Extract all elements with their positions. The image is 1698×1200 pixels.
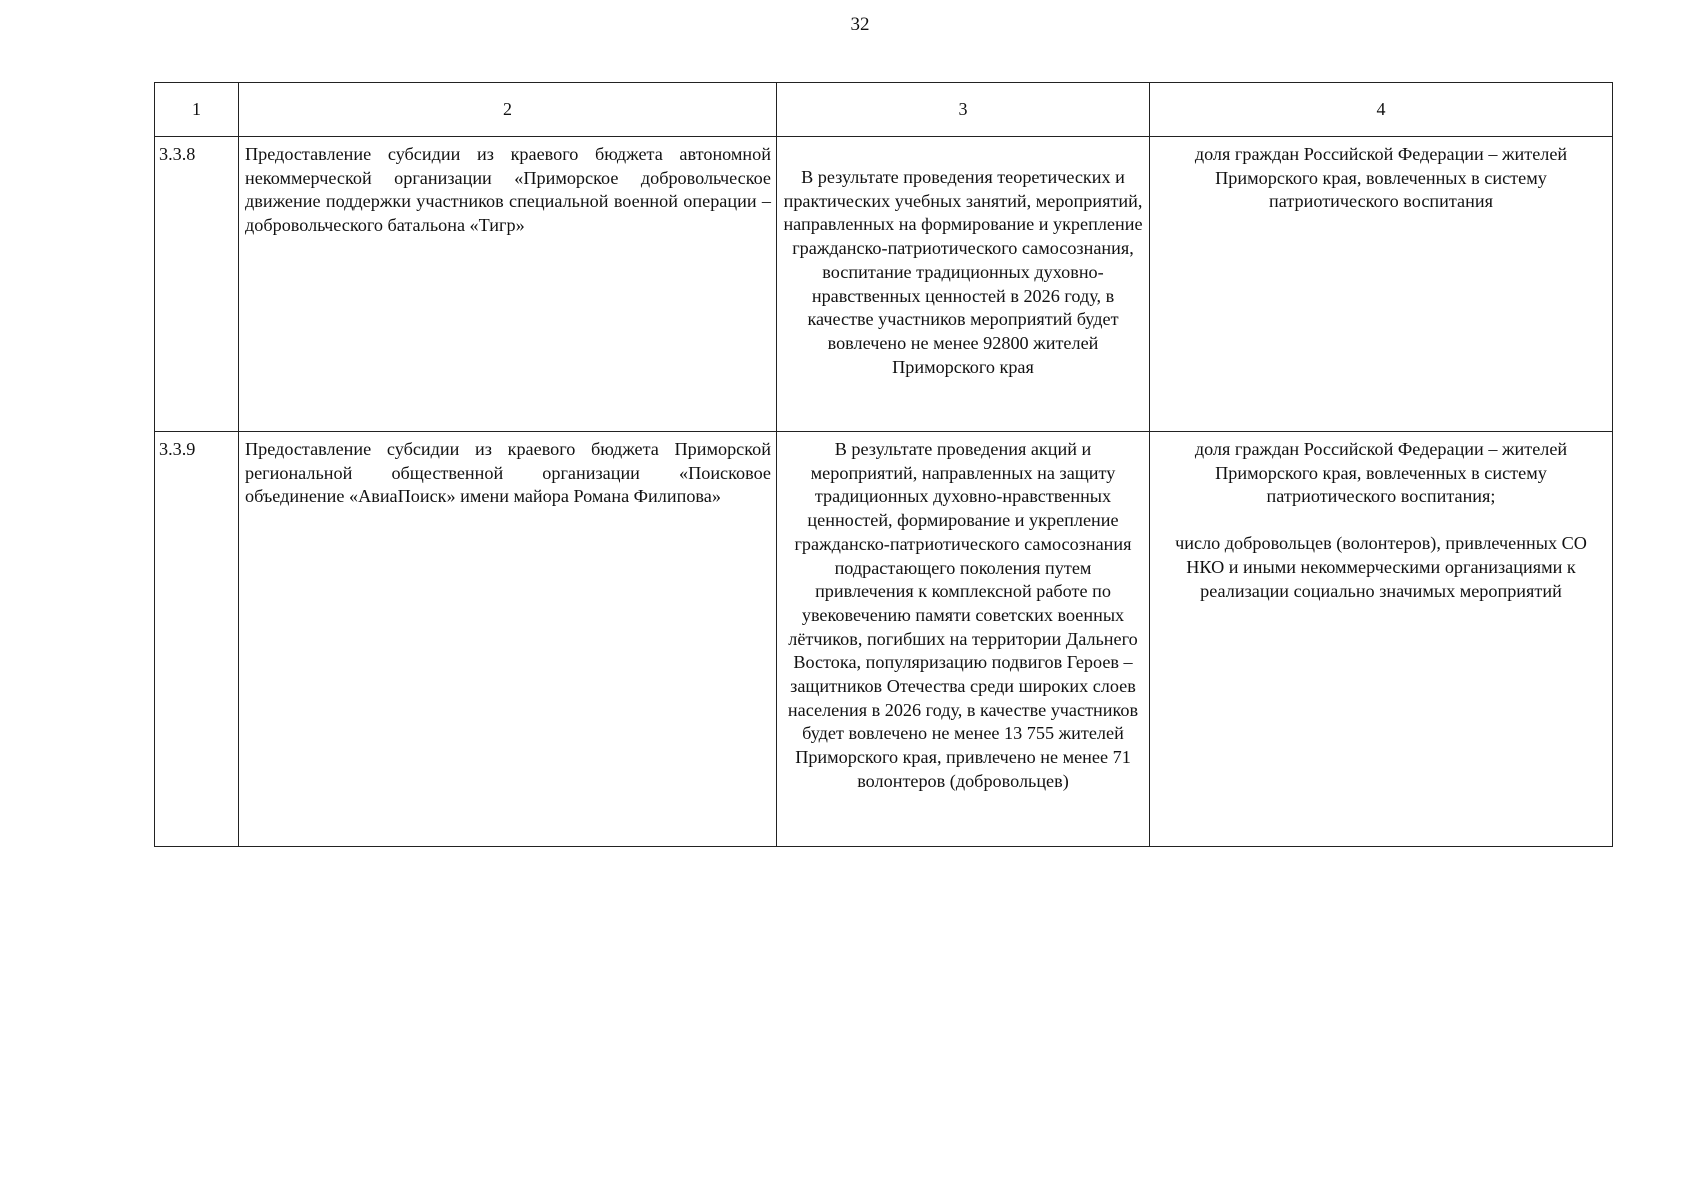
indicator-text: число добровольцев (волонтеров), привлеченных СО НКО и иными некоммерческими организациями к реализации социально значимых мероприятий: [1175, 533, 1587, 601]
measure-description: Предоставление субсидии из краевого бюджета автономной некоммерческой организации «Приморское добровольческое движение поддержки участников специальной военной операции – добровольческого батальона «Тигр»: [239, 137, 777, 432]
header-cell-1: 1: [155, 83, 239, 137]
row-number: 3.3.9: [155, 432, 239, 847]
spacer: [1156, 509, 1606, 532]
page-number: 32: [850, 14, 870, 35]
program-table: [154, 82, 1613, 847]
header-cell-4: 4: [1150, 83, 1613, 137]
header-row: [155, 83, 1613, 137]
measure-result: [777, 137, 1150, 432]
measure-indicator: доля граждан Российской Федерации – жителей Приморского края, вовлеченных в систему патриотического воспитания: [1150, 137, 1613, 432]
header-cell-3: 3: [777, 83, 1150, 137]
measure-description: Предоставление субсидии из краевого бюджета Приморской региональной общественной организации «Поисковое объединение «АвиаПоиск» имени майора Романа Филипова»: [239, 432, 777, 847]
measure-indicator: [1150, 432, 1613, 847]
table-row: [155, 432, 1613, 847]
spacer: [783, 143, 1143, 166]
table-row: [155, 137, 1613, 432]
header-cell-2: 2: [239, 83, 777, 137]
indicator-text: доля граждан Российской Федерации – жителей Приморского края, вовлеченных в систему патриотического воспитания;: [1194, 439, 1568, 507]
row-number: 3.3.8: [155, 137, 239, 432]
measure-result: В результате проведения акций и мероприятий, направленных на защиту традиционных духовно-нравственных ценностей, формирование и укрепление гражданско-патриотического самосознания подрастающего поколения путем привлечения к комплексной работе по увековечению памяти советских военных лётчиков, погибших на территории Дальнего Востока, популяризацию подвигов Героев – защитников Отечества среди широких слоев населения в 2026 году, в качестве участников будет вовлечено не менее 13 755 жителей Приморского края, привлечено не менее 71 волонтеров (добровольцев): [777, 432, 1150, 847]
result-text: В результате проведения теоретических и практических учебных занятий, мероприятий, направленных на формирование и укрепление гражданско-патриотического самосознания, воспитание традиционных духовно-нравственных ценностей в 2026 году, в качестве участников мероприятий будет вовлечено не менее 92800 жителей Приморского края: [783, 167, 1143, 377]
